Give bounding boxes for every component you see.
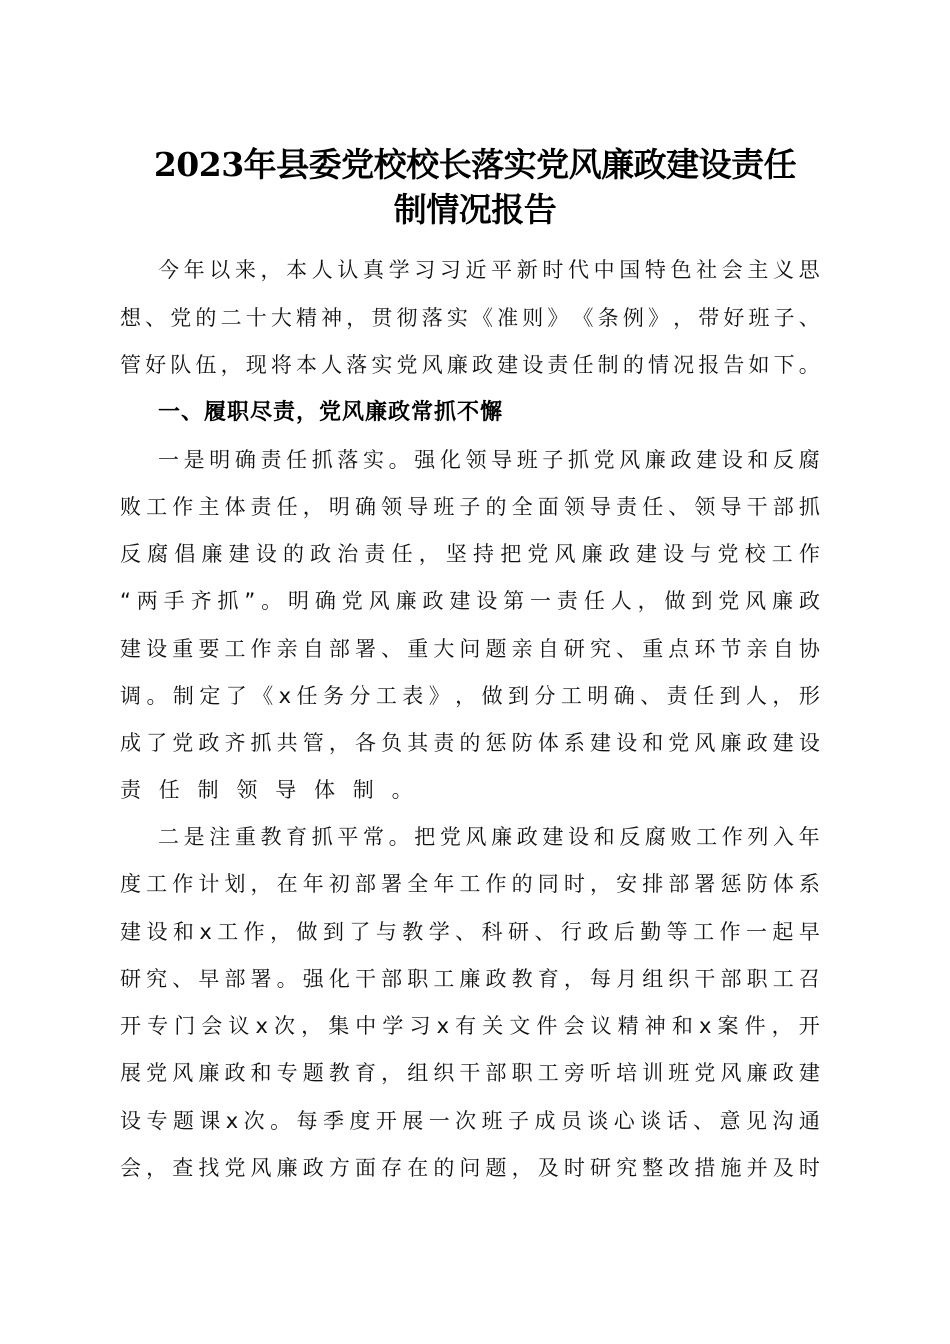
- point-1-line: “ 两 手 齐 抓 ” 。 明 确 党 风 廉 政 建 设 第 一 责 任 人 ， 做 到 党 风 廉 政: [120, 589, 820, 613]
- point-1-line: 一 是 明 确 责 任 抓 落 实 。 强 化 领 导 班 子 抓 党 风 廉 政 建 设 和 反 腐: [158, 448, 820, 472]
- document-title-line-1: 2023年县委党校校长落实党风廉政建设责任: [153, 145, 797, 184]
- point-2-line: 设 专 题 课 x 次 。 每 季 度 开 展 一 次 班 子 成 员 谈 心 谈 话 、 意 见 沟 通: [120, 1109, 820, 1133]
- point-2-line: 研 究 、 早 部 署 。 强 化 干 部 职 工 廉 政 教 育 ， 每 月 组 织 干 部 职 工 召: [120, 967, 820, 991]
- point-1-line: 败 工 作 主 体 责 任 ， 明 确 领 导 班 子 的 全 面 领 导 责 任 、 领 导 干 部 抓: [120, 495, 820, 519]
- point-2-line: 建 设 和 x 工 作 ， 做 到 了 与 教 学 、 科 研 、 行 政 后 勤 等 工 作 一 起 早: [120, 920, 820, 944]
- point-2-line: 度 工 作 计 划 ， 在 年 初 部 署 全 年 工 作 的 同 时 ， 安 排 部 署 惩 防 体 系: [120, 872, 820, 896]
- section-heading-1: 一、履职尽责，党风廉政常抓不懈: [158, 400, 504, 425]
- point-2-line: 二 是 注 重 教 育 抓 平 常 。 把 党 风 廉 政 建 设 和 反 腐 败 工 作 列 入 年: [158, 825, 820, 849]
- point-1-line: 成 了 党 政 齐 抓 共 管 ， 各 负 其 责 的 惩 防 体 系 建 设 和 党 风 廉 政 建 设: [120, 731, 820, 755]
- point-2-line: 开 专 门 会 议 x 次 ， 集 中 学 习 x 有 关 文 件 会 议 精 神 和 x 案 件 ， 开: [120, 1014, 820, 1038]
- point-1-line: 调 。 制 定 了 《 x 任 务 分 工 表 》 ， 做 到 分 工 明 确 、 责 任 到 人 ， 形: [120, 684, 820, 708]
- intro-paragraph-line: 管 好 队 伍 ， 现 将 本 人 落 实 党 风 廉 政 建 设 责 任 制 的 情 况 报 告 如 下 。: [120, 353, 820, 377]
- intro-paragraph-line: 今 年 以 来 ， 本 人 认 真 学 习 习 近 平 新 时 代 中 国 特 色 社 会 主 义 思: [158, 258, 820, 282]
- point-1-line: 责 任 制 领 导 体 制 。: [120, 778, 413, 802]
- point-2-line: 展 党 风 廉 政 和 专 题 教 育 ， 组 织 干 部 职 工 旁 听 培 训 班 党 风 廉 政 建: [120, 1061, 820, 1085]
- intro-paragraph-line: 想 、 党 的 二 十 大 精 神 ， 贯 彻 落 实 《 准 则 》 《 条 例 》 ， 带 好 班 子 、: [120, 306, 820, 330]
- document-title-line-2: 制情况报告: [393, 190, 557, 229]
- point-1-line: 反 腐 倡 廉 建 设 的 政 治 责 任 ， 坚 持 把 党 风 廉 政 建 设 与 党 校 工 作: [120, 542, 820, 566]
- point-1-line: 建 设 重 要 工 作 亲 自 部 署 、 重 大 问 题 亲 自 研 究 、 重 点 环 节 亲 自 协: [120, 637, 820, 661]
- point-2-line: 会 ， 查 找 党 风 廉 政 方 面 存 在 的 问 题 ， 及 时 研 究 整 改 措 施 并 及 时: [120, 1156, 820, 1180]
